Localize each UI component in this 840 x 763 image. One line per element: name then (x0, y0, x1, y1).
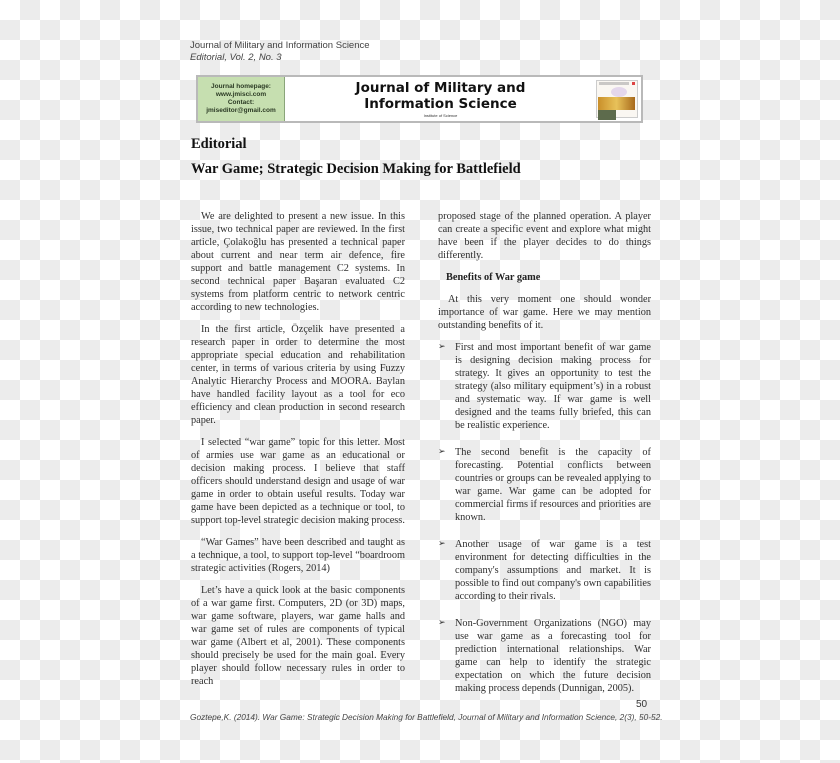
masthead-contact-box (198, 77, 285, 121)
right-column (438, 210, 651, 709)
journal-masthead (196, 75, 643, 123)
contact-line: Contact: (227, 99, 255, 106)
journal-title-line1: Journal of Military and (355, 80, 526, 96)
paragraph: At this very moment one should wonder importance of war game. Here we may mention outstanding benefits of it. (438, 294, 651, 331)
running-head-journal: Journal of Military and Information Science (190, 40, 370, 51)
paragraph: Let’s have a quick look at the basic components of a war game first. Computers, 2D (or 3D) maps, war game software, players, war game halls and war game set of rules are components of typical war game (Albert et al, 2001). These components should precisely be used for the main goal. Every player should follow necessary rules in order to reach (191, 585, 405, 687)
list-item-text: Non-Government Organizations (NGO) may use war game as a forecasting tool for prediction international relationships. War game can help to identify the strategic expectation on which the future decision making process depends (Dunnigan, 2005). (455, 618, 651, 694)
list-item-text: Another usage of war game is a test environment for detecting difficulties in the company's assumptions and market. It is possible to find out company's own capabilities according to their rivals. (455, 539, 651, 602)
paragraph: “War Games” have been described and taught as a technique, a tool, to support top-level “boardroom strategic activities (Rogers, 2014) (191, 537, 405, 574)
journal-cover-icon (596, 80, 638, 118)
paragraph: We are delighted to present a new issue. In this issue, two technical paper are reviewed. In the first article, Çolakoğlu has presented a technical paper about current and near term air defence, fire support and battle management C2 systems. In second technical paper Başaran evaluated C2 systems from platform centric to network centric according to new technologies. (191, 211, 405, 313)
journal-title-line2: Information Science (364, 96, 517, 112)
list-item-text: First and most important benefit of war game is designing decision making process for strategy. It gives an opportunity to test the strategy (also military equipment’s) in a robust and systematic way. If war game is well designed and the teams fully briefed, this can be realistic experience. (455, 342, 651, 431)
email-link[interactable]: jmiseditor@gmail.com (206, 107, 276, 114)
masthead-title-block (285, 77, 596, 121)
contact-line: Journal homepage: (211, 83, 271, 90)
running-head (190, 40, 370, 64)
journal-subtitle: Institute of Science (423, 113, 458, 118)
homepage-link[interactable]: www.jmisci.com (215, 91, 267, 98)
arrow-bullet-icon: ➢ (438, 618, 446, 628)
paragraph: In the first article, Özçelik have presented a research paper in order to determine the most appropriate special education and rehabilitation center, in terms of various criteria by using Fuzzy Analytic Hierarchy Process and MOORA. Baylan have handled facility layout as a tool for eco efficiency and clean production in second research paper. (191, 324, 405, 426)
citation-footer: Goztepe,K. (2014). War Game: Strategic Decision Making for Battlefield, Journal of Military and Information Science, 2(3), 50-52. (190, 712, 663, 722)
list-item (438, 446, 651, 524)
paragraph-continuation: proposed stage of the planned operation. A player can create a specific event and explore what might have been if the player decides to do things differently. (438, 211, 651, 261)
arrow-bullet-icon: ➢ (438, 539, 446, 549)
list-item (438, 341, 651, 432)
list-item (438, 538, 651, 603)
page-number: 50 (636, 699, 648, 710)
list-item (438, 617, 651, 695)
paragraph: I selected “war game” topic for this letter. Most of armies use war game as an educational or decision making process. I believe that staff officers should understand design and usage of war game in order to obtain useful results. Today war game have been depicted as a technique or tool, to support top-level strategic decision making process. (191, 437, 405, 526)
benefits-list (438, 341, 651, 695)
article-title: War Game; Strategic Decision Making for Battlefield (191, 161, 521, 177)
arrow-bullet-icon: ➢ (438, 447, 446, 457)
benefits-heading: Benefits of War game (446, 272, 541, 283)
running-head-issue: Editorial, Vol. 2, No. 3 (190, 52, 282, 63)
arrow-bullet-icon: ➢ (438, 342, 446, 352)
list-item-text: The second benefit is the capacity of forecasting. Potential conflicts between countries or groups can be revealed applying to war game. War game can be adopted for commercial firms if resources and priorities are known. (455, 447, 651, 523)
section-label: Editorial (191, 136, 247, 152)
left-column (191, 210, 405, 697)
